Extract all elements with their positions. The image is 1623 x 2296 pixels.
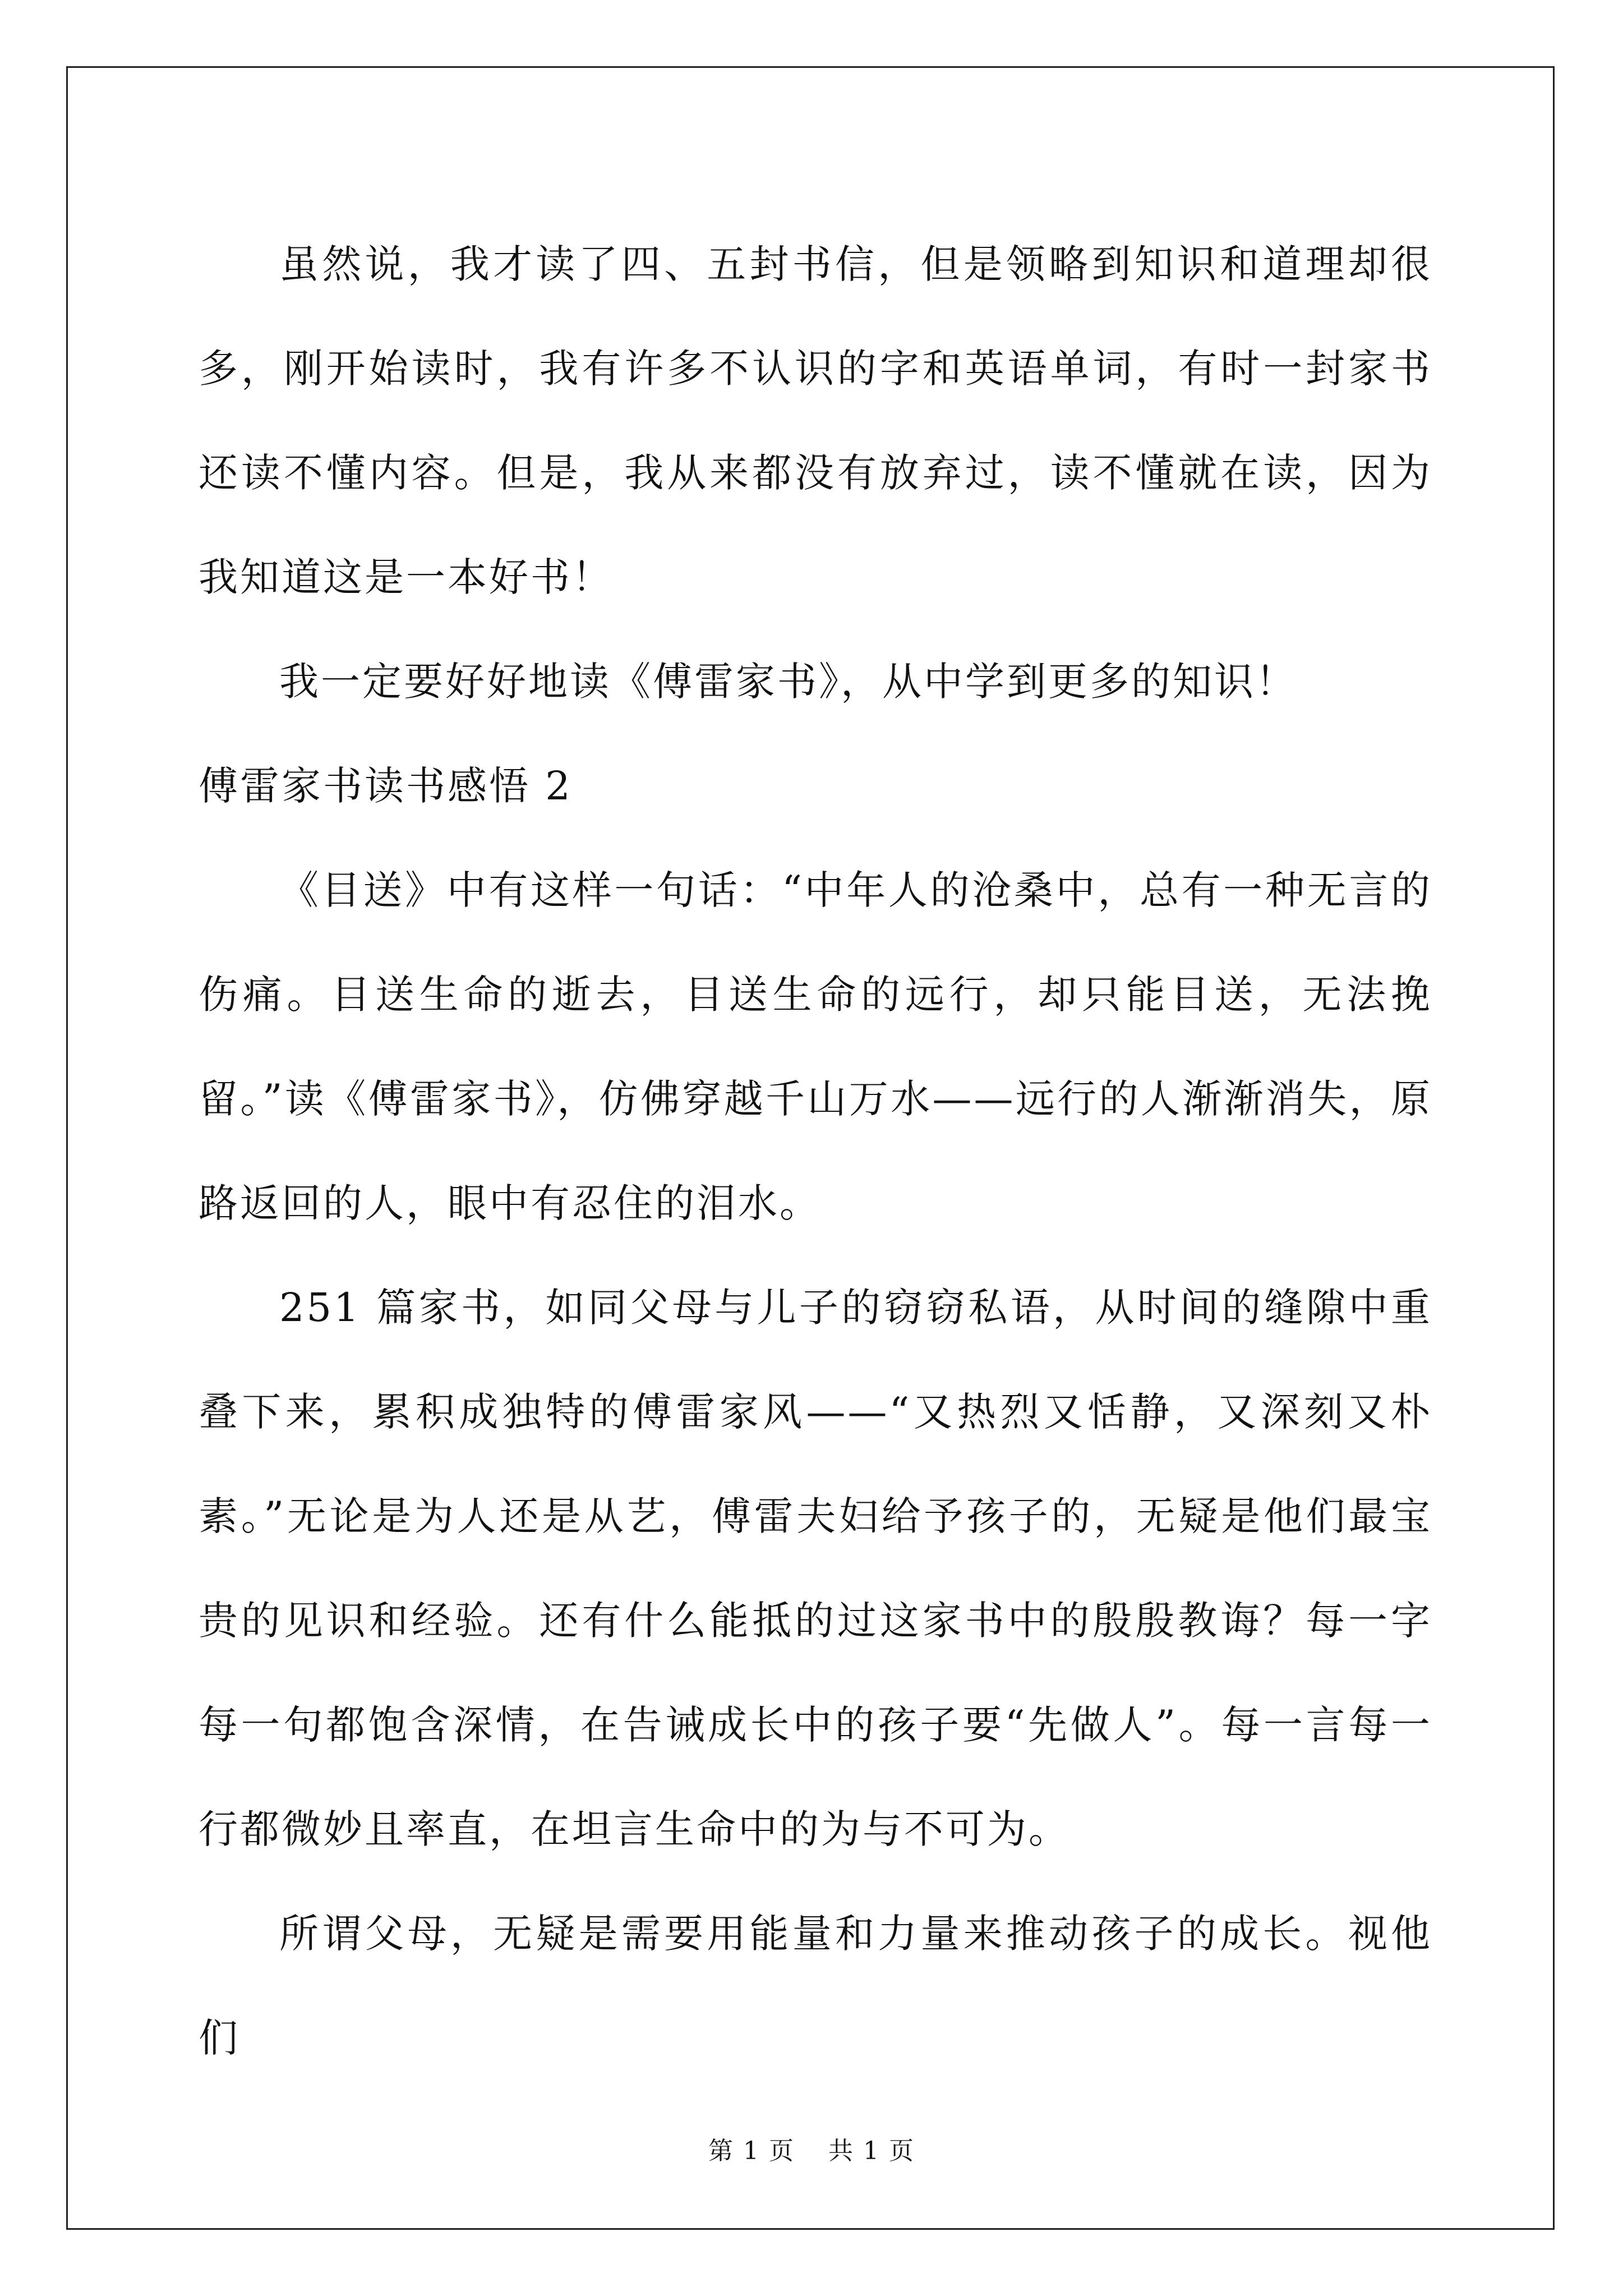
paragraph-3: 《目送》中有这样一句话：“中年人的沧桑中，总有一种无言的伤痛。目送生命的逝去，目送生命的远行，却只能目送，无法挽留。”读《傅雷家书》，仿佛穿越千山万水——远行的人渐渐消失，原路返回的人，眼中有忍住的泪水。 bbox=[199, 867, 1432, 1226]
section-heading: 傅雷家书读书感悟 2 bbox=[199, 763, 573, 809]
page-number-current: 第 1 页 bbox=[708, 2137, 795, 2165]
page-footer bbox=[0, 2131, 1623, 2166]
paragraph-1: 虽然说，我才读了四、五封书信，但是领略到知识和道理却很多，刚开始读时，我有许多不认识的字和英语单词，有时一封家书还读不懂内容。但是，我从来都没有放弃过，读不懂就在读，因为我知道这是一本好书！ bbox=[199, 241, 1432, 600]
paragraph-5: 所谓父母，无疑是需要用能量和力量来推动孩子的成长。视他们 bbox=[199, 1911, 1432, 2061]
document-body bbox=[199, 212, 1432, 2090]
page-number-total: 共 1 页 bbox=[828, 2137, 915, 2165]
paragraph-4: 251 篇家书，如同父母与儿子的窃窃私语，从时间的缝隙中重叠下来，累积成独特的傅雷家风——“又热烈又恬静，又深刻又朴素。”无论是为人还是从艺，傅雷夫妇给予孩子的，无疑是他们最宝贵的见识和经验。还有什么能抵的过这家书中的殷殷教诲？每一字每一句都饱含深情，在告诫成长中的孩子要“先做人”。每一言每一行都微妙且率直，在坦言生命中的为与不可为。 bbox=[199, 1285, 1432, 1852]
paragraph-2: 我一定要好好地读《傅雷家书》，从中学到更多的知识！ bbox=[279, 659, 1297, 705]
